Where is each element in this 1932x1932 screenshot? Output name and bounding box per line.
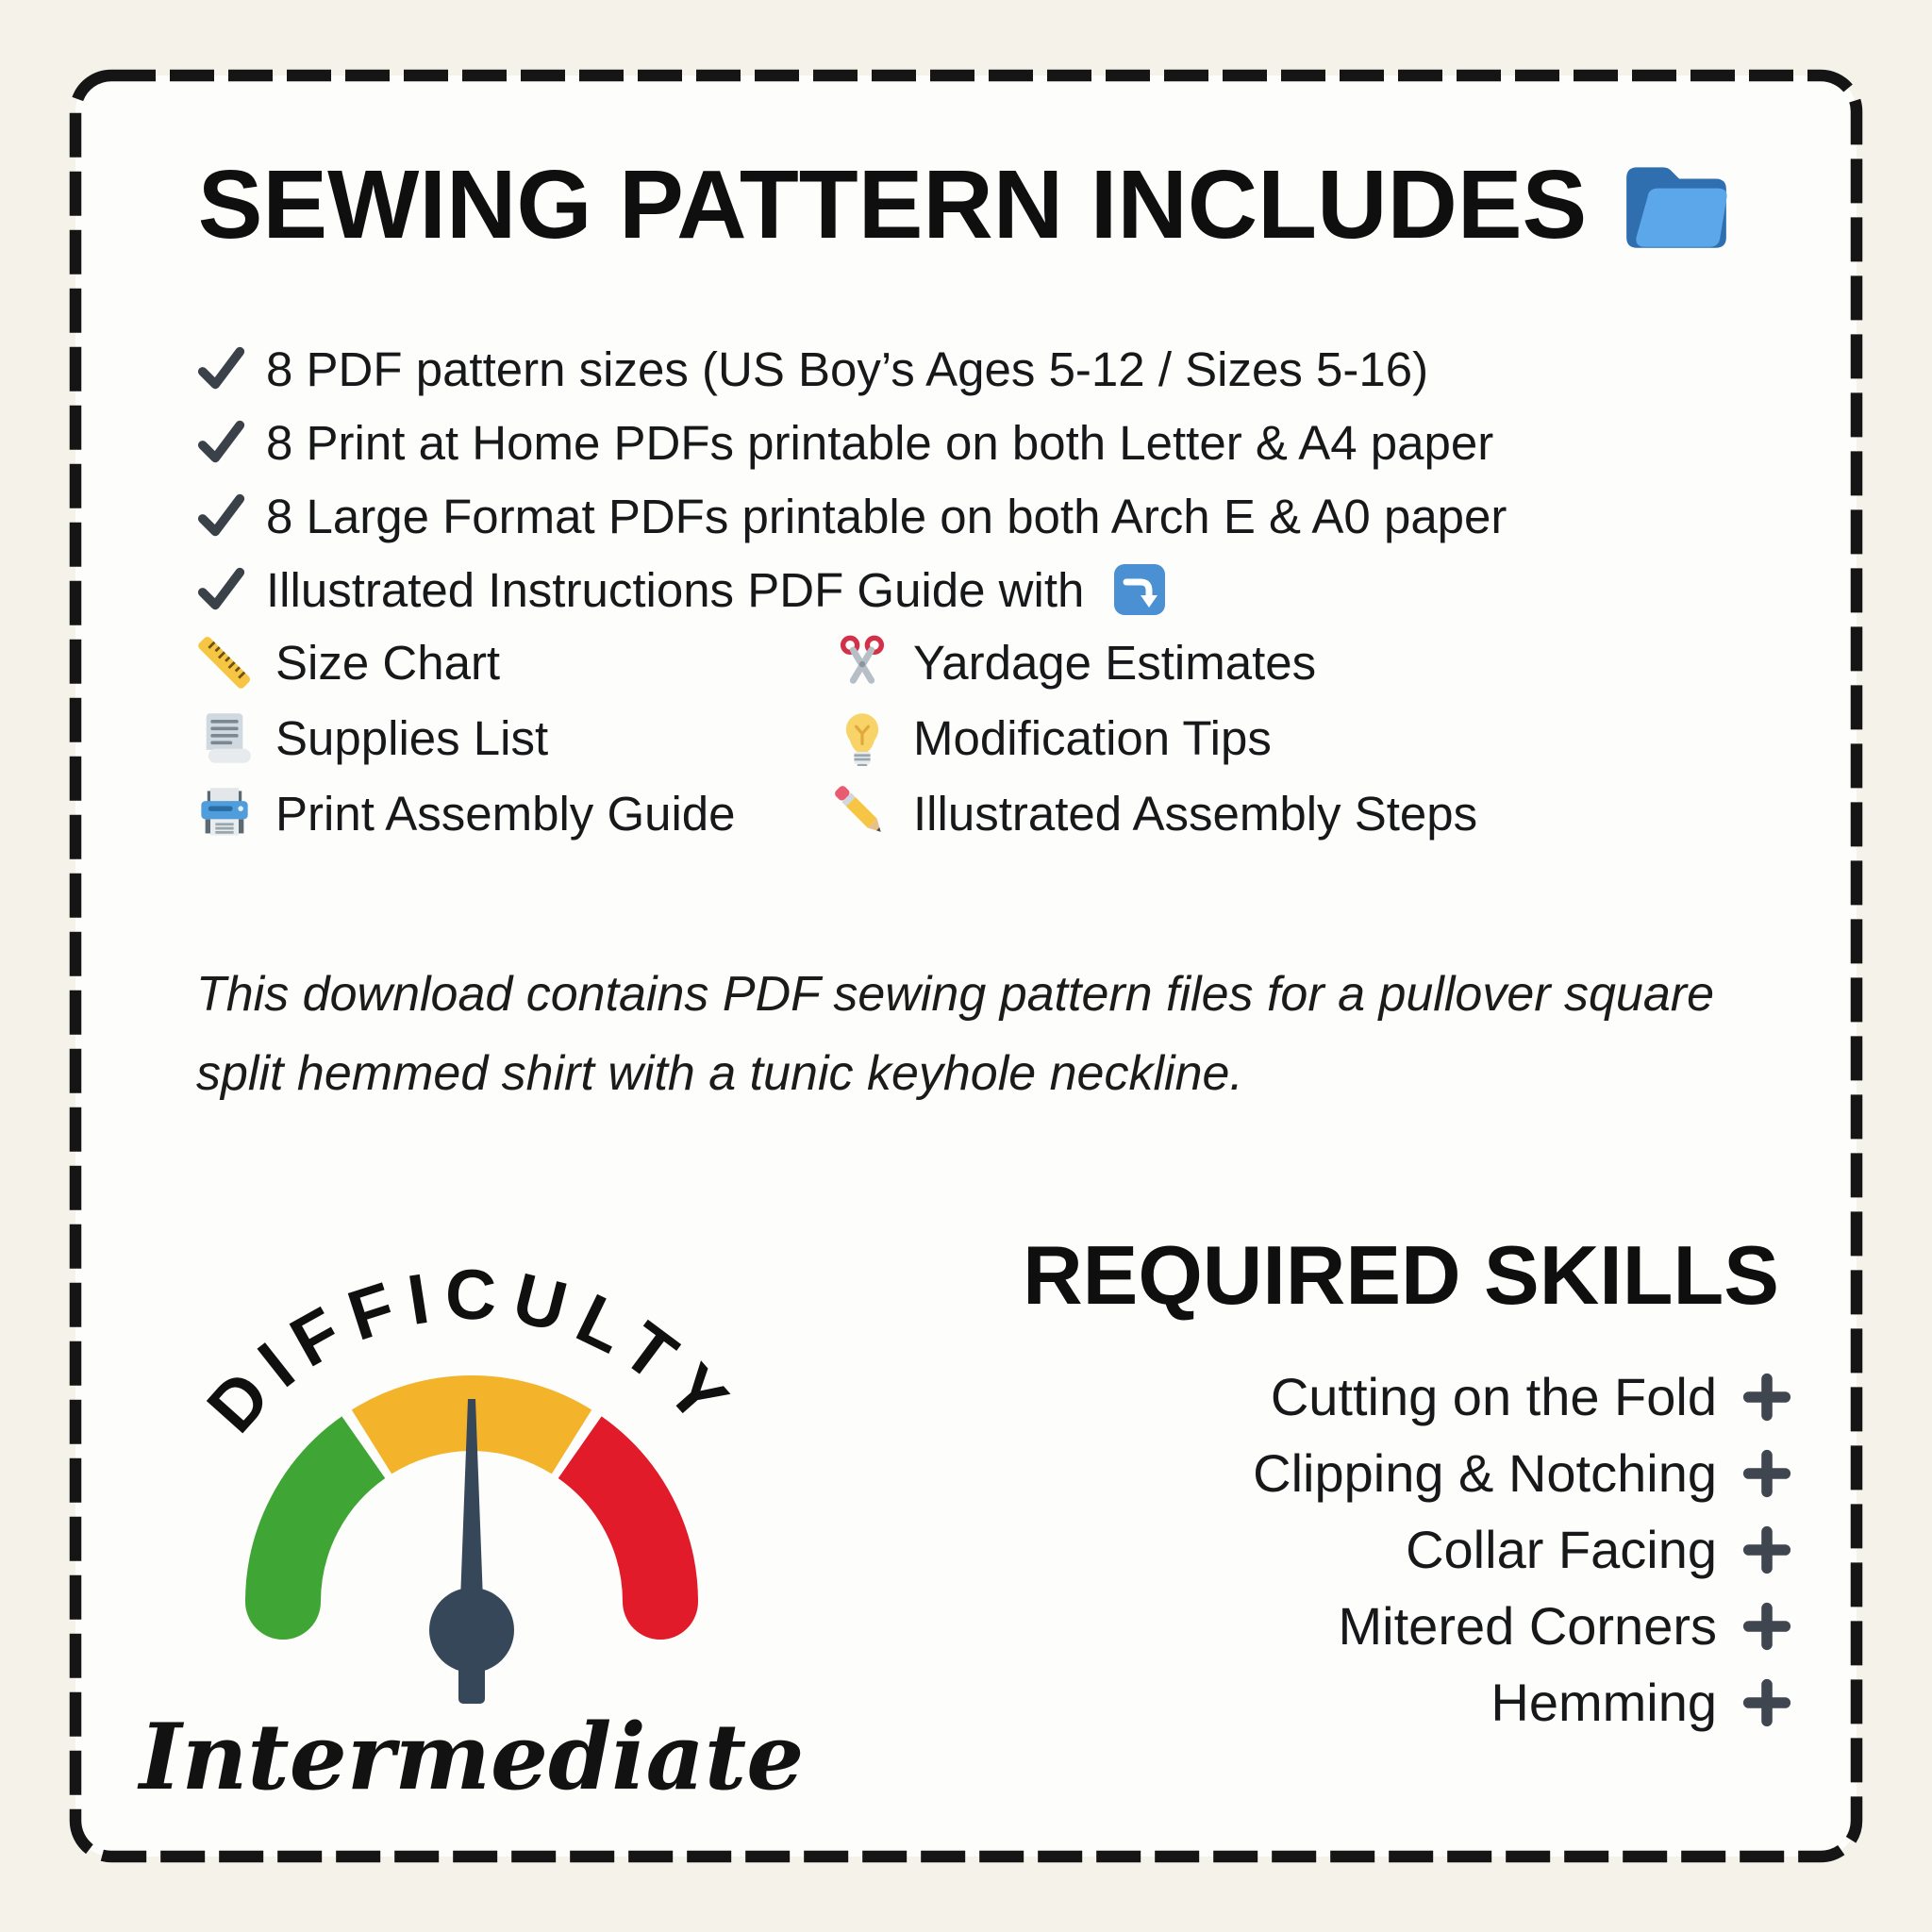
page-title: SEWING PATTERN INCLUDES — [197, 149, 1588, 258]
checklist-item-label: 8 PDF pattern sizes (US Boy’s Ages 5-12 / Sizes 5-16) — [266, 341, 1429, 396]
difficulty-arc-text: DIFFICULTY — [192, 1254, 752, 1447]
checkmark-icon — [196, 417, 247, 468]
checkmark-icon — [196, 564, 247, 615]
plus-icon — [1741, 1372, 1792, 1423]
skill-label: Collar Facing — [1406, 1520, 1717, 1580]
feature-label: Yardage Estimates — [913, 635, 1317, 690]
plus-icon — [1741, 1601, 1792, 1652]
skill-row — [1009, 1435, 1792, 1511]
feature-label: Modification Tips — [913, 710, 1272, 765]
plus-icon — [1741, 1524, 1792, 1575]
arrow-curving-down-icon — [1112, 562, 1167, 617]
checkmark-icon — [196, 343, 247, 394]
feature-yardage-estimates — [834, 634, 1477, 691]
header — [0, 151, 1932, 257]
feature-illustrated-assembly-steps — [834, 785, 1477, 841]
printer-icon — [196, 785, 253, 841]
pencil-icon — [834, 785, 891, 841]
checklist-item — [196, 406, 1838, 479]
feature-size-chart — [196, 634, 834, 691]
checklist — [196, 332, 1838, 626]
skill-row — [1009, 1664, 1792, 1740]
difficulty-level-label: Intermediate — [139, 1704, 805, 1810]
checklist-item-label: 8 Large Format PDFs printable on both Arch E & A0 paper — [266, 489, 1507, 543]
ruler-icon — [196, 634, 253, 691]
required-skills — [1009, 1228, 1792, 1740]
difficulty-gauge — [139, 1196, 805, 1810]
feature-print-assembly-guide — [196, 785, 834, 841]
skill-label: Cutting on the Fold — [1270, 1367, 1717, 1427]
features-grid — [196, 625, 1477, 851]
plus-icon — [1741, 1448, 1792, 1499]
difficulty-gauge-dial — [142, 1196, 802, 1710]
required-skills-title: REQUIRED SKILLS — [1023, 1228, 1779, 1322]
skill-label: Mitered Corners — [1338, 1596, 1717, 1657]
checkmark-icon — [196, 491, 247, 541]
plus-icon — [1741, 1677, 1792, 1728]
checklist-item-label: Illustrated Instructions PDF Guide with — [266, 562, 1085, 617]
scissors-icon — [834, 634, 891, 691]
feature-label: Print Assembly Guide — [275, 786, 736, 841]
page-with-curl-icon — [196, 709, 253, 766]
feature-supplies-list — [196, 709, 834, 766]
skill-label: Hemming — [1491, 1673, 1717, 1733]
checklist-item-label: 8 Print at Home PDFs printable on both Letter & A4 paper — [266, 415, 1494, 470]
skill-row — [1009, 1358, 1792, 1435]
skill-row — [1009, 1588, 1792, 1664]
checklist-item — [196, 332, 1838, 406]
description-text: This download contains PDF sewing pattern files for a pullover square split hemmed shirt with a tunic keyhole neckline. — [196, 967, 1715, 1102]
feature-label: Supplies List — [275, 710, 549, 765]
checklist-item — [196, 479, 1838, 553]
feature-label: Size Chart — [275, 635, 501, 690]
feature-label: Illustrated Assembly Steps — [913, 786, 1478, 841]
open-folder-icon — [1619, 157, 1734, 257]
checklist-item — [196, 553, 1838, 626]
feature-modification-tips — [834, 709, 1477, 766]
lightbulb-icon — [834, 709, 891, 766]
skill-row — [1009, 1511, 1792, 1588]
skill-label: Clipping & Notching — [1253, 1443, 1717, 1504]
